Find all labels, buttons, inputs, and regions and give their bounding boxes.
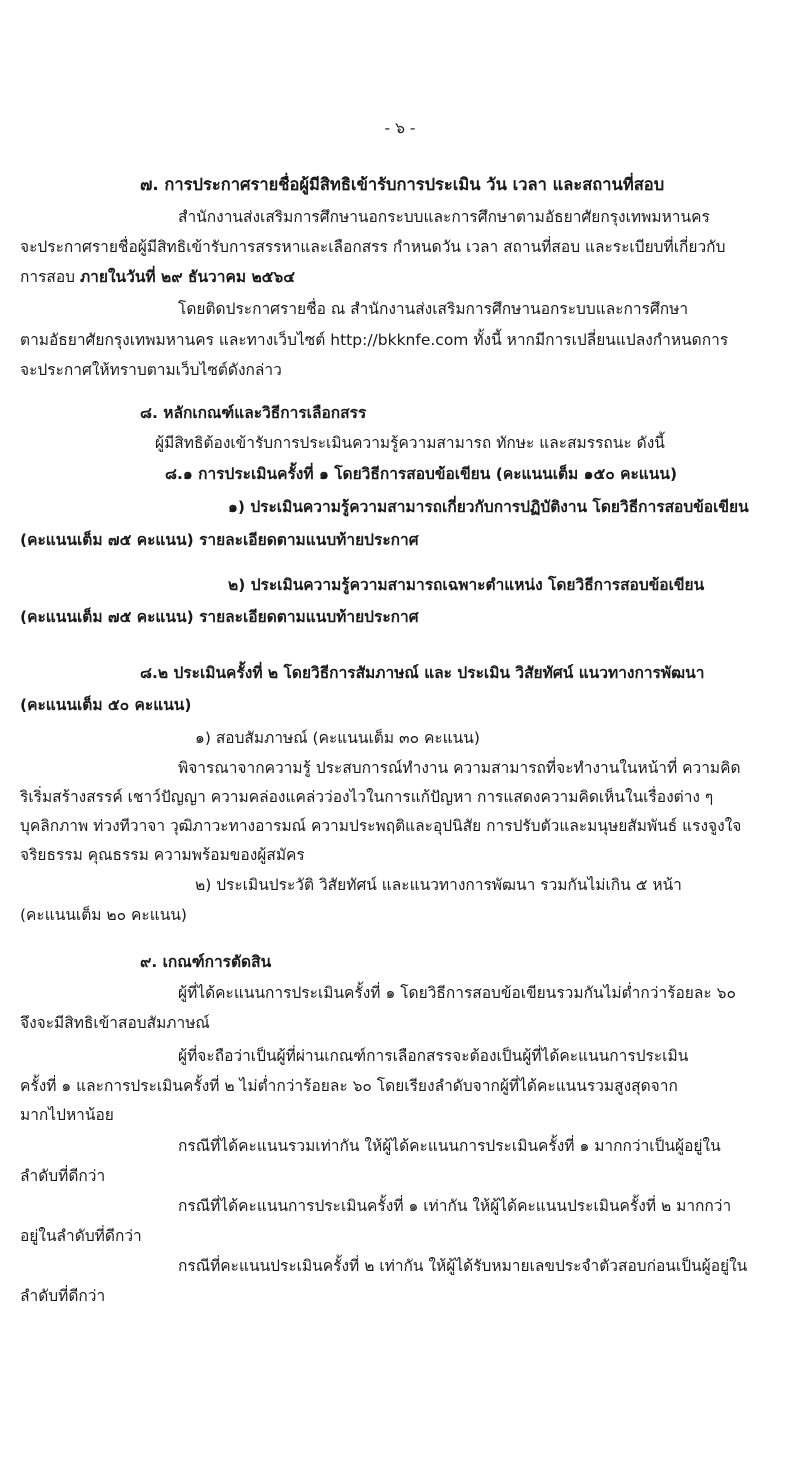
paragraph-line: สำนักงานส่งเสริมการศึกษานอกระบบและการศึกษาตามอัธยาศัยกรุงเทพมหานคร	[178, 208, 710, 226]
section-8-heading: ๘. หลักเกณฑ์และวิธีการเลือกสรร	[140, 404, 367, 422]
paragraph-line: จริยธรรม คุณธรรม ความพร้อมของผู้สมัคร	[20, 846, 305, 864]
deadline-date: ภายในวันที่ ๒๙ ธันวาคม ๒๕๖๔	[79, 268, 295, 286]
section-7-heading: ๗. การประกาศรายชื่อผู้มีสิทธิเข้ารับการประเมิน วัน เวลา และสถานที่สอบ	[140, 175, 665, 194]
paragraph-line: ผู้ที่จะถือว่าเป็นผู้ที่ผ่านเกณฑ์การเลือกสรรจะต้องเป็นผู้ที่ได้คะแนนการประเมิน	[178, 1047, 689, 1065]
paragraph-line	[20, 267, 295, 287]
paragraph-line: มากไปหาน้อย	[20, 1106, 114, 1124]
paragraph-line: ลำดับที่ดีกว่า	[20, 1287, 106, 1305]
paragraph-line: อยู่ในลำดับที่ดีกว่า	[20, 1227, 142, 1245]
paragraph-line: (คะแนนเต็ม ๕๐ คะแนน)	[20, 696, 192, 714]
paragraph-line: ผู้ที่ได้คะแนนการประเมินครั้งที่ ๑ โดยวิธีการสอบข้อเขียนรวมกันไม่ต่ำกว่าร้อยละ ๖๐	[178, 984, 736, 1002]
paragraph-line: จะประกาศให้ทราบตามเว็บไซต์ดังกล่าว	[20, 361, 282, 379]
paragraph-line: ครั้งที่ ๑ และการประเมินครั้งที่ ๒ ไม่ต่ำกว่าร้อยละ ๖๐ โดยเรียงลำดับจากผู้ที่ได้คะแนนรวมสูงสุดจาก	[20, 1077, 678, 1095]
paragraph-line: จะประกาศรายชื่อผู้มีสิทธิเข้ารับการสรรหาและเลือกสรร กำหนดวัน เวลา สถานที่สอบ และระเบียบที่เกี่ยวกับ	[20, 238, 726, 256]
subsection-8-2-heading: ๘.๒ ประเมินครั้งที่ ๒ โดยวิธีการสัมภาษณ์ และ ประเมิน วิสัยทัศน์ แนวทางการพัฒนา	[140, 664, 705, 682]
paragraph-line: ลำดับที่ดีกว่า	[20, 1167, 106, 1185]
paragraph-line: ๑) ประเมินความรู้ความสามารถเกี่ยวกับการปฏิบัติงาน โดยวิธีการสอบข้อเขียน	[228, 498, 749, 516]
section-9-heading: ๙. เกณฑ์การตัดสิน	[140, 953, 272, 971]
paragraph-line: (คะแนนเต็ม ๒๐ คะแนน)	[20, 906, 187, 924]
page-number: - ๖ -	[384, 119, 416, 137]
paragraph-line: พิจารณาจากความรู้ ประสบการณ์ทำงาน ความสามารถที่จะทำงานในหน้าที่ ความคิด	[178, 759, 741, 777]
paragraph-line: ผู้มีสิทธิต้องเข้ารับการประเมินความรู้ความสามารถ ทักษะ และสมรรถนะ ดังนี้	[155, 434, 665, 452]
paragraph-line: กรณีที่ได้คะแนนรวมเท่ากัน ให้ผู้ได้คะแนนการประเมินครั้งที่ ๑ มากกว่าเป็นผู้อยู่ใน	[178, 1137, 721, 1155]
paragraph-line: (คะแนนเต็ม ๗๕ คะแนน) รายละเอียดตามแนบท้ายประกาศ	[20, 608, 419, 626]
paragraph-line: ๑) สอบสัมภาษณ์ (คะแนนเต็ม ๓๐ คะแนน)	[195, 729, 480, 747]
paragraph-line: บุคลิกภาพ ท่วงทีวาจา วุฒิภาวะทางอารมณ์ ความประพฤติและอุปนิสัย การปรับตัวและมนุษยสัมพันธ์ แรงจูงใจ	[20, 817, 742, 835]
paragraph-line: ตามอัธยาศัยกรุงเทพมหานคร และทางเว็บไซต์ http://bkknfe.com ทั้งนี้ หากมีการเปลี่ยนแปลงกำหนดการ	[20, 331, 729, 349]
subsection-8-1-heading: ๘.๑ การประเมินครั้งที่ ๑ โดยวิธีการสอบข้อเขียน (คะแนนเต็ม ๑๕๐ คะแนน)	[165, 465, 678, 483]
paragraph-line: ริเริ่มสร้างสรรค์ เชาว์ปัญญา ความคล่องแคล่วว่องไวในการแก้ปัญหา การแสดงความคิดเห็นในเรื่องต่าง ๆ	[20, 788, 714, 806]
paragraph-line: ๒) ประเมินความรู้ความสามารถเฉพาะตำแหน่ง โดยวิธีการสอบข้อเขียน	[228, 576, 705, 594]
text: การสอบ	[20, 268, 80, 286]
paragraph-line: กรณีที่คะแนนประเมินครั้งที่ ๒ เท่ากัน ให้ผู้ได้รับหมายเลขประจำตัวสอบก่อนเป็นผู้อยู่ใน	[178, 1257, 748, 1275]
paragraph-line: กรณีที่ได้คะแนนการประเมินครั้งที่ ๑ เท่ากัน ให้ผู้ได้คะแนนประเมินครั้งที่ ๒ มากกว่า	[178, 1197, 732, 1215]
paragraph-line: ๒) ประเมินประวัติ วิสัยทัศน์ และแนวทางการพัฒนา รวมกันไม่เกิน ๕ หน้า	[195, 876, 682, 894]
paragraph-line: (คะแนนเต็ม ๗๕ คะแนน) รายละเอียดตามแนบท้ายประกาศ	[20, 531, 419, 549]
paragraph-line: จึงจะมีสิทธิเข้าสอบสัมภาษณ์	[20, 1014, 210, 1032]
paragraph-line: โดยติดประกาศรายชื่อ ณ สำนักงานส่งเสริมการศึกษานอกระบบและการศึกษา	[178, 300, 689, 318]
